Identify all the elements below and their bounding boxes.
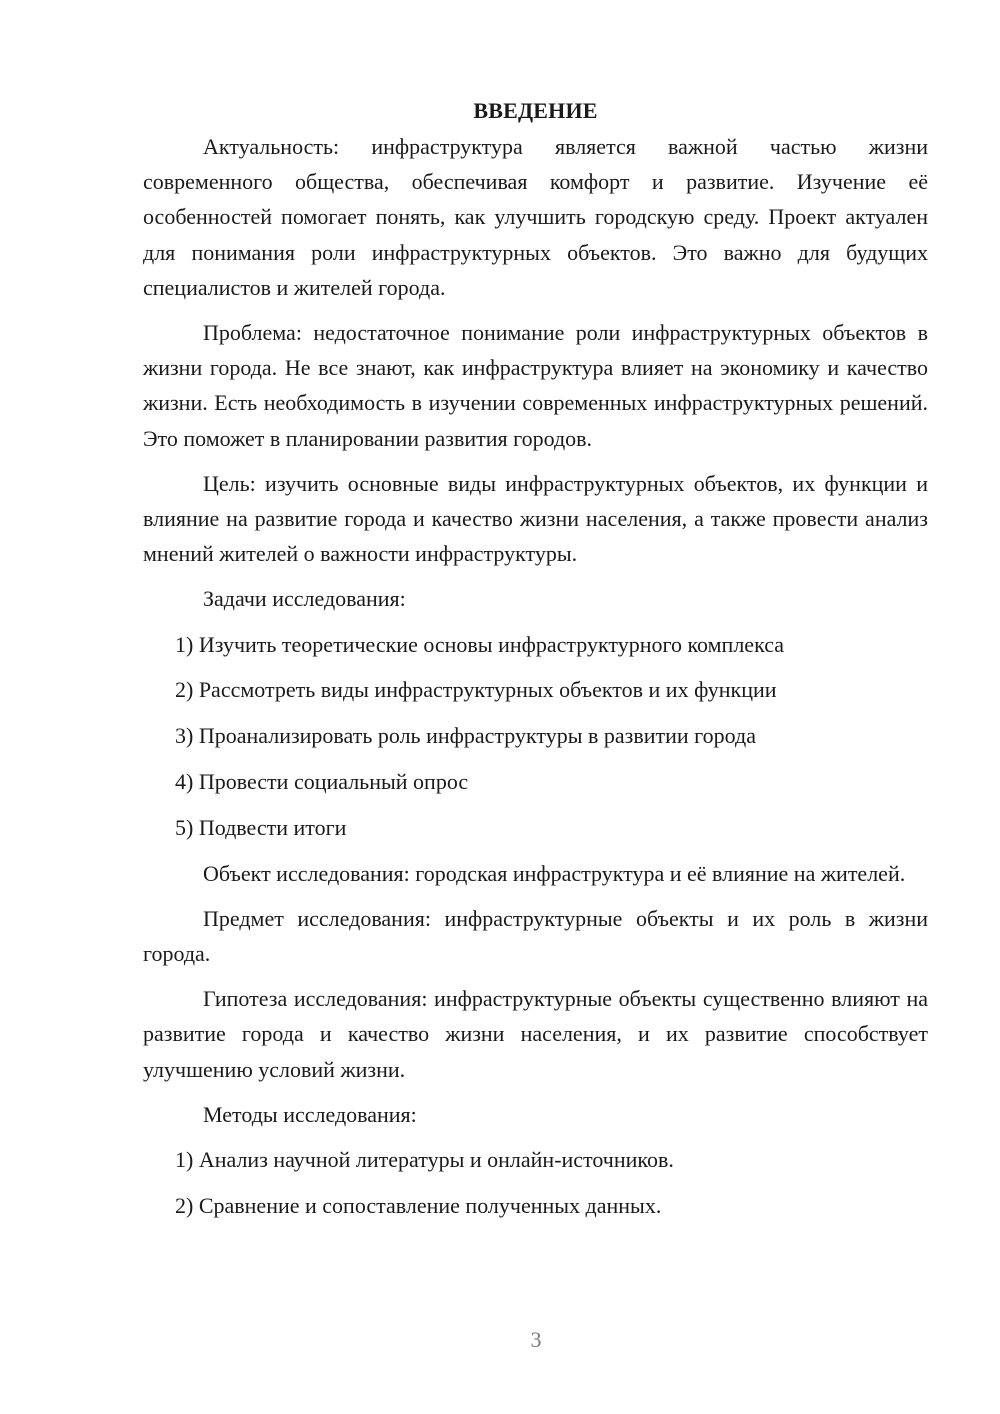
hypothesis-paragraph: Гипотеза исследования: инфраструктурные объекты существенно влияют на развитие города и качество жизни населения, и их развитие способствует улучшению условий жизни.	[143, 986, 928, 1082]
list-item: 4) Провести социальный опрос	[175, 769, 469, 795]
list-item: 2) Сравнение и сопоставление полученных данных.	[175, 1192, 662, 1218]
goal-paragraph: Цель: изучить основные виды инфраструктурных объектов, их функции и влияние на развитие города и качество жизни населения, а также провести анализ мнений жителей о важности инфраструктуры.	[143, 470, 928, 567]
object-paragraph: Объект исследования: городская инфраструктура и её влияние на жителей.	[203, 860, 906, 886]
methods-label: Методы исследования:	[203, 1101, 417, 1127]
subject-paragraph: Предмет исследования: инфраструктурные объекты и их роль в жизни города.	[143, 905, 928, 967]
methods-list	[143, 1142, 928, 1223]
problem-paragraph: Проблема: недостаточное понимание роли инфраструктурных объектов в жизни города. Не все знают, как инфраструктура влияет на экономику и качество жизни. Есть необходимость в изучении современных инфраструктурных решений. Это поможет в планировании развития городов.	[143, 320, 928, 451]
list-item: 1) Изучить теоретические основы инфраструктурного комплекса	[175, 631, 785, 657]
list-item: 5) Подвести итоги	[175, 814, 347, 840]
relevance-paragraph: Актуальность: инфраструктура является важной частью жизни современного общества, обеспечивая комфорт и развитие. Изучение её особенностей помогает понять, как улучшить городскую среду. Проект актуален для понимания роли инфраструктурных объектов. Это важно для будущих специалистов и жителей города.	[143, 134, 928, 300]
document-page	[143, 96, 928, 1234]
list-item: 1) Анализ научной литературы и онлайн-источников.	[175, 1147, 674, 1173]
page-title: ВВЕДЕНИЕ	[473, 98, 598, 123]
page-number: 3	[530, 1327, 542, 1352]
tasks-label: Задачи исследования:	[203, 586, 406, 612]
list-item: 2) Рассмотреть виды инфраструктурных объектов и их функции	[175, 677, 777, 703]
tasks-list	[143, 627, 928, 845]
list-item: 3) Проанализировать роль инфраструктуры в развитии города	[175, 723, 756, 749]
